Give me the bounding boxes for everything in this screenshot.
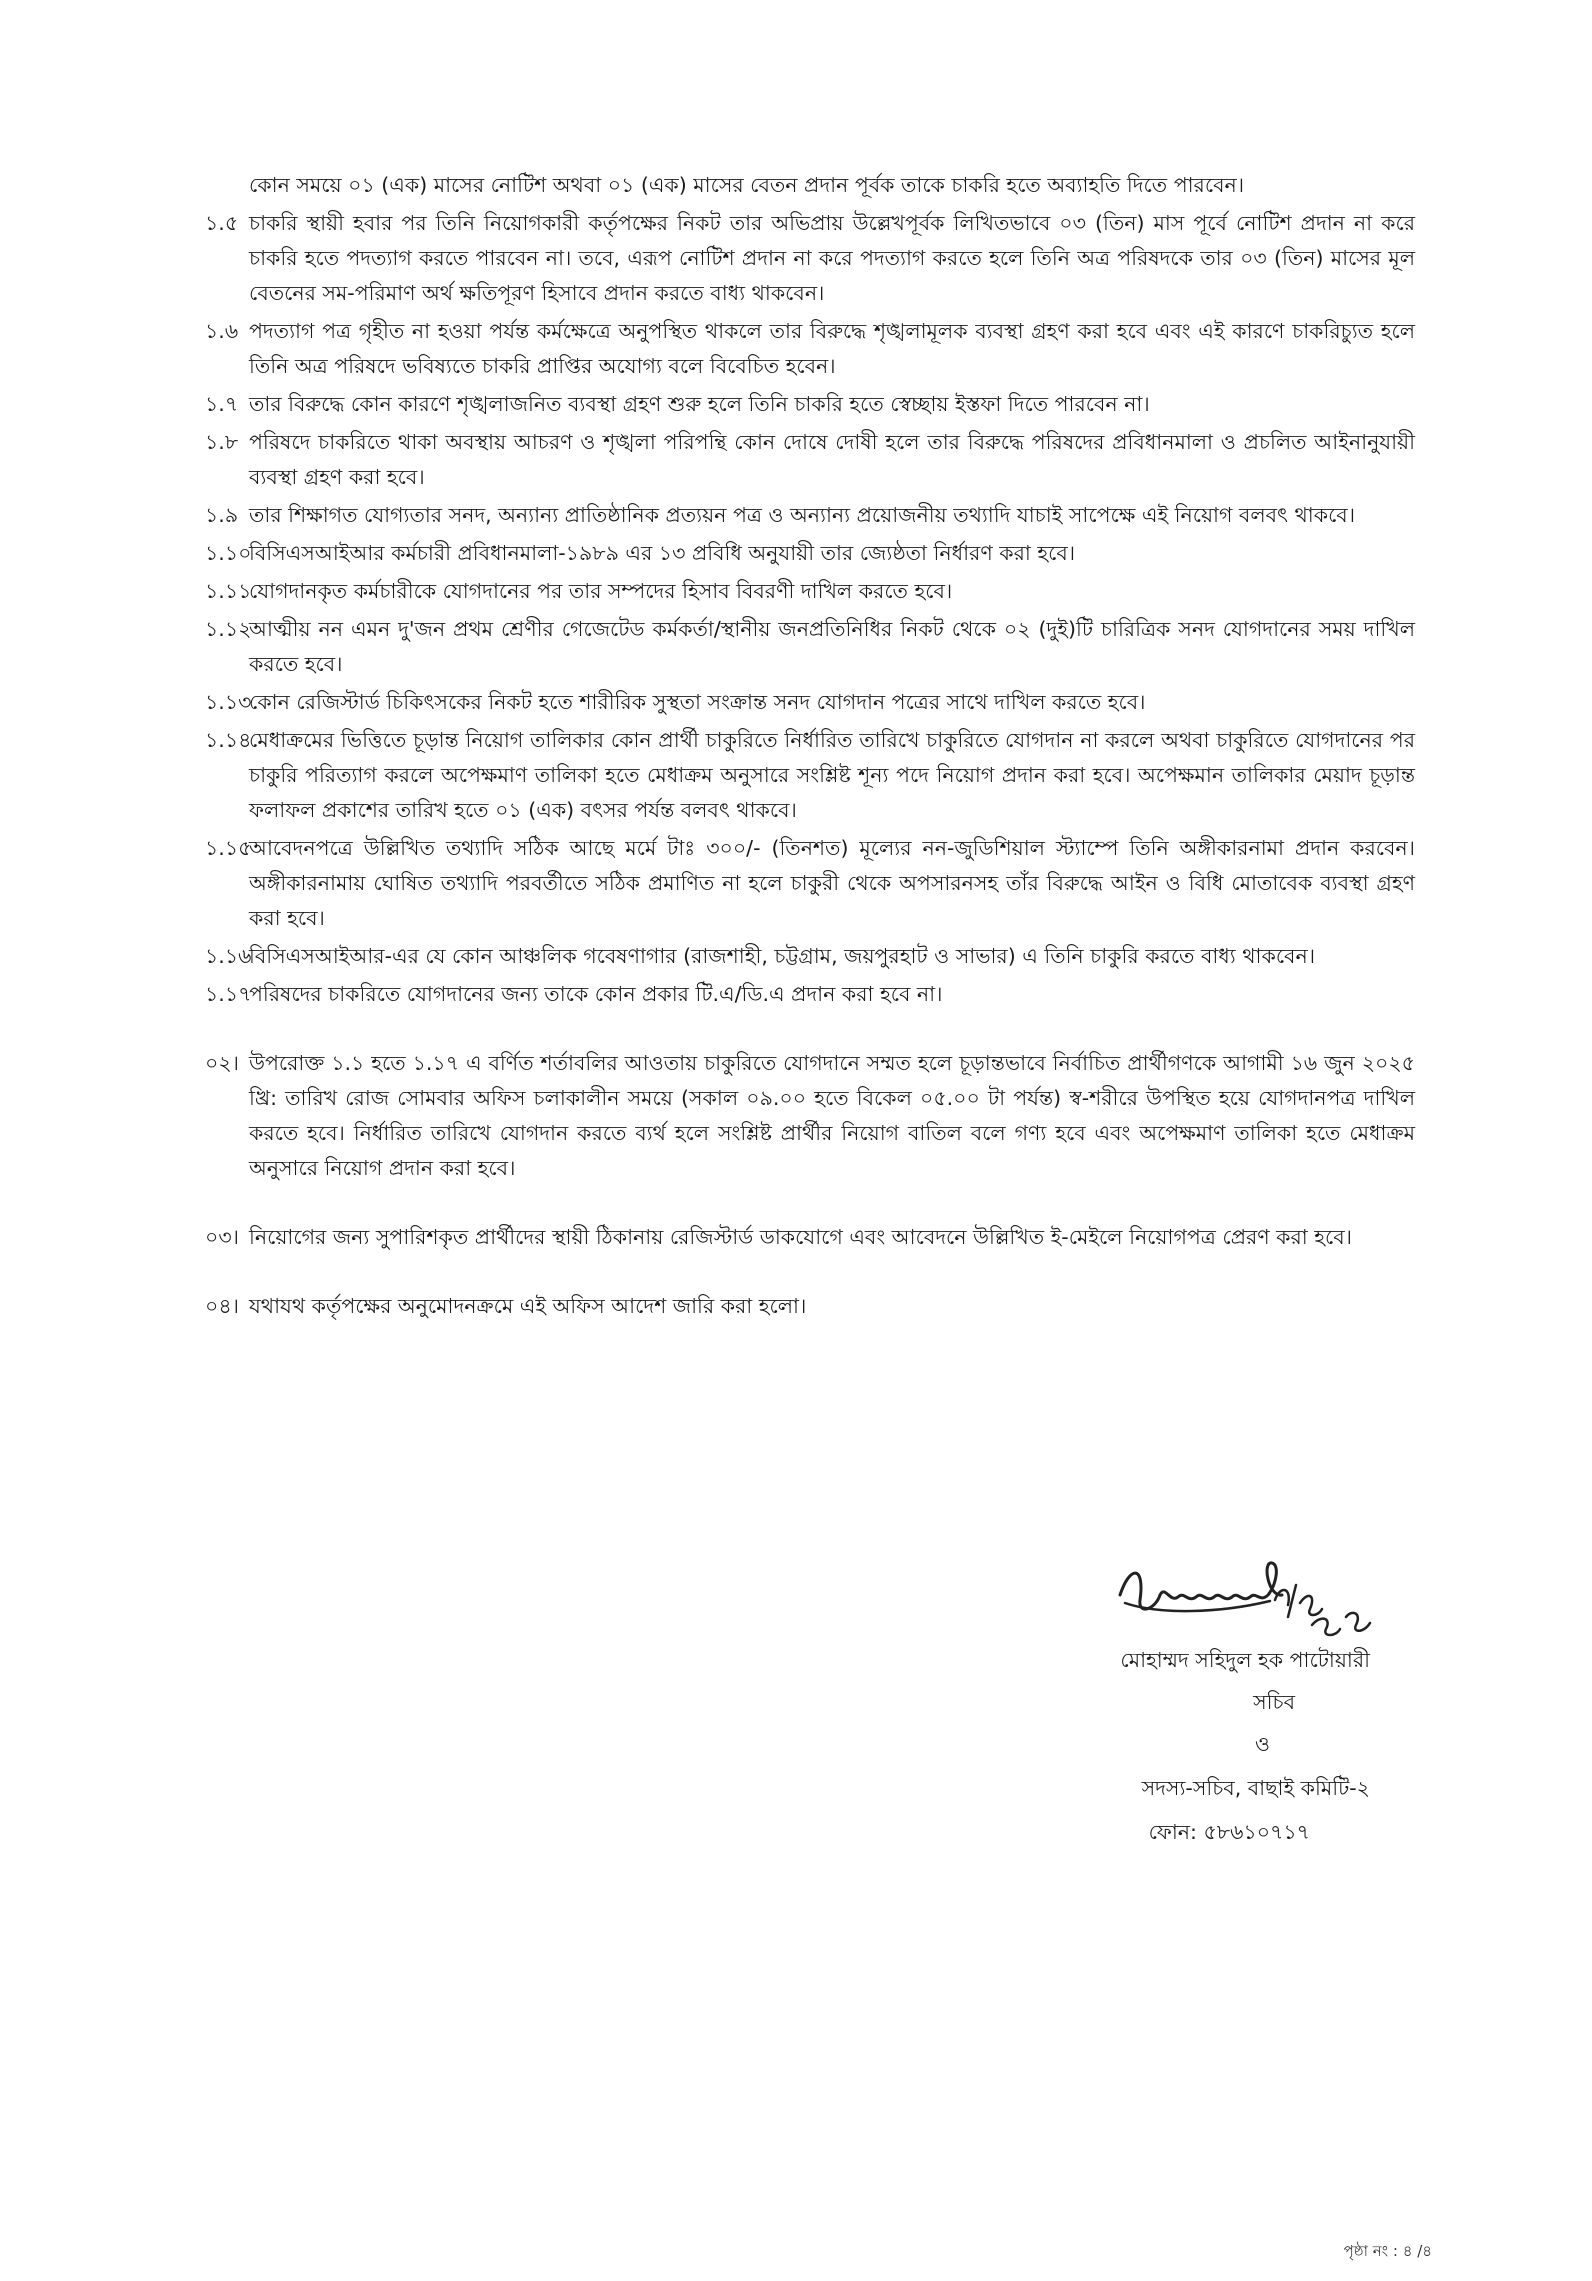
paragraph-text: যথাযথ কর্তৃপক্ষের অনুমোদনক্রমে এই অফিস আদেশ জারি করা হলো। [249,1294,807,1318]
signatory-conjunction: ও [1254,1732,1270,1756]
term-number: ১.৬ [205,319,239,343]
signatory-member-title: সদস্য-সচিব, বাছাই কমিটি-২ [1141,1776,1370,1800]
paragraph-text: নিয়োগের জন্য সুপারিশকৃত প্রার্থীদের স্থায়ী ঠিকানায় রেজিস্টার্ড ডাকযোগে এবং আবেদনে উল্লিখিত ই-মেইলে নিয়োগপত্র প্রেরণ করা হবে। [249,1225,1353,1249]
term-number: ১.৮ [205,430,239,454]
term-item [205,425,1415,495]
term-item [205,685,1415,720]
term-number: ১.৯ [205,503,239,527]
term-text: পরিষদে চাকরিতে থাকা অবস্থায় আচরণ ও শৃঙ্খলা পরিপন্থি কোন দোষে দোষী হলে তার বিরুদ্ধে পরিষদের প্রবিধানমালা ও প্রচলিত আইনানুযায়ী ব্যবস্থা গ্রহণ করা হবে। [249,430,1415,489]
term-item [205,498,1415,533]
terms-list [205,206,1415,1012]
term-item [205,977,1415,1012]
term-item [205,612,1415,682]
term-number: ১.১৭ [205,982,252,1006]
paragraph-02 [205,1046,1415,1186]
term-text: চাকরি স্থায়ী হবার পর তিনি নিয়োগকারী কর্তৃপক্ষের নিকট তার অভিপ্রায় উল্লেখপূর্বক লিখিতভাবে ০৩ (তিন) মাস পূর্বে নোটিশ প্রদান না করে চাকরি হতে পদত্যাগ করতে পারবেন না। তবে, এরূপ নোটিশ প্রদান না করে পদত্যাগ করতে হলে তিনি অত্র পরিষদকে তার ০৩ (তিন) মাসের মূল বেতনের সম-পরিমাণ অর্থ ক্ষতিপূরণ হিসাবে প্রদান করতে বাধ্য থাকবেন। [249,211,1415,305]
term-text: কোন রেজিস্টার্ড চিকিৎসকের নিকট হতে শারীরিক সুস্থতা সংক্রান্ত সনদ যোগদান পত্রের সাথে দাখিল করতে হবে। [249,690,1146,714]
term-number: ১.১১ [205,579,252,603]
term-number: ১.৫ [205,211,239,235]
signatory-name: মোহাম্মদ সহিদুল হক পাটোয়ারী [1120,1648,1370,1672]
signatory-phone: ফোন: ৫৮৬১০৭১৭ [1148,1820,1310,1844]
term-item [205,723,1415,828]
paragraph-number: ০২। [205,1051,239,1075]
term-text: মেধাক্রমের ভিত্তিতে চূড়ান্ত নিয়োগ তালিকার কোন প্রার্থী চাকুরিতে নির্ধারিত তারিখে চাকুরিতে যোগদান না করলে অথবা চাকুরিতে যোগদানের পর চাকুরি পরিত্যাগ করলে অপেক্ষমাণ তালিকা হতে মেধাক্রম অনুসারে সংশ্লিষ্ট শূন্য পদে নিয়োগ প্রদান করা হবে। অপেক্ষমান তালিকার মেয়াদ চূড়ান্ত ফলাফল প্রকাশের তারিখ হতে ০১ (এক) বৎসর পর্যন্ত বলবৎ থাকবে। [249,728,1415,822]
term-item [205,939,1415,974]
handwritten-signature [1100,1525,1390,1645]
term-item [205,536,1415,571]
term-text: আত্মীয় নন এমন দু'জন প্রথম শ্রেণীর গেজেটেড কর্মকর্তা/স্থানীয় জনপ্রতিনিধির নিকট থেকে ০২ (দুই)টি চারিত্রিক সনদ যোগদানের সময় দাখিল করতে হবে। [249,617,1415,676]
paragraph-number: ০৪। [205,1294,239,1318]
page-number: পৃষ্ঠা নং : ৪ /৪ [1343,2242,1432,2260]
term-item [205,314,1415,384]
term-item [205,206,1415,311]
term-number: ১.৭ [205,392,239,416]
term-text: তার শিক্ষাগত যোগ্যতার সনদ, অন্যান্য প্রাতিষ্ঠানিক প্রত্যয়ন পত্র ও অন্যান্য প্রয়োজনীয় তথ্যাদি যাচাই সাপেক্ষে এই নিয়োগ বলবৎ থাকবে। [249,503,1356,527]
paragraph-number: ০৩। [205,1225,239,1249]
term-number: ১.১২ [205,617,252,641]
term-text: পদত্যাগ পত্র গৃহীত না হওয়া পর্যন্ত কর্মক্ষেত্রে অনুপস্থিত থাকলে তার বিরুদ্ধে শৃঙ্খলামূলক ব্যবস্থা গ্রহণ করা হবে এবং এই কারণে চাকরিচ্যুত হলে তিনি অত্র পরিষদে ভবিষ্যতে চাকরি প্রাপ্তির অযোগ্য বলে বিবেচিত হবেন। [249,319,1415,378]
term-text: তার বিরুদ্ধে কোন কারণে শৃঙ্খলাজনিত ব্যবস্থা গ্রহণ শুরু হলে তিনি চাকরি হতে স্বেচ্ছায় ইস্তফা দিতে পারবেন না। [249,392,1150,416]
term-item [205,831,1415,936]
paragraph-03 [205,1220,1415,1255]
term-number: ১.১৫ [205,836,252,860]
term-text: পরিষদের চাকরিতে যোগদানের জন্য তাকে কোন প্রকার টি.এ/ডি.এ প্রদান করা হবে না। [249,982,943,1006]
term-number: ১.১৪ [205,728,252,752]
term-text: বিসিএসআইআর-এর যে কোন আঞ্চলিক গবেষণাগার (রাজশাহী, চট্টগ্রাম, জয়পুরহাট ও সাভার) এ তিনি চাকুরি করতে বাধ্য থাকবেন। [249,944,1316,968]
term-text: বিসিএসআইআর কর্মচারী প্রবিধানমালা-১৯৮৯ এর ১৩ প্রবিধি অনুযায়ী তার জ্যেষ্ঠতা নির্ধারণ করা হবে। [249,541,1076,565]
document-body [205,168,1415,1324]
term-number: ১.১৩ [205,690,252,714]
term-item [205,387,1415,422]
signatory-title: সচিব [1253,1690,1295,1714]
term-number: ১.১৬ [205,944,252,968]
paragraph-text: উপরোক্ত ১.১ হতে ১.১৭ এ বর্ণিত শর্তাবলির আওতায় চাকুরিতে যোগদানে সম্মত হলে চূড়ান্তভাবে নির্বাচিত প্রার্থীগণকে আগামী ১৬ জুন ২০২৫ খ্রি: তারিখ রোজ সোমবার অফিস চলাকালীন সময়ে (সকাল ০৯.০০ হতে বিকেল ০৫.০০ টা পর্যন্ত) স্ব-শরীরে উপস্থিত হয়ে যোগদানপত্র দাখিল করতে হবে। নির্ধারিত তারিখে যোগদান করতে ব্যর্থ হলে সংশ্লিষ্ট প্রার্থীর নিয়োগ বাতিল বলে গণ্য হবে এবং অপেক্ষমাণ তালিকা হতে মেধাক্রম অনুসারে নিয়োগ প্রদান করা হবে। [249,1051,1415,1180]
paragraph-04 [205,1289,1415,1324]
term-item [205,574,1415,609]
signature-block [940,1525,1410,1855]
continuation-text: কোন সময়ে ০১ (এক) মাসের নোটিশ অথবা ০১ (এক) মাসের বেতন প্রদান পূর্বক তাকে চাকরি হতে অব্যাহতি দিতে পারবেন। [249,173,1245,197]
term-text: যোগদানকৃত কর্মচারীকে যোগদানের পর তার সম্পদের হিসাব বিবরণী দাখিল করতে হবে। [249,579,953,603]
term-text: আবেদনপত্রে উল্লিখিত তথ্যাদি সঠিক আছে মর্মে টাঃ ৩০০/- (তিনশত) মূল্যের নন-জুডিশিয়াল স্ট্যাম্পে তিনি অঙ্গীকারনামা প্রদান করবেন। অঙ্গীকারনামায় ঘোষিত তথ্যাদি পরবর্তীতে সঠিক প্রমাণিত না হলে চাকুরী থেকে অপসারনসহ তাঁর বিরুদ্ধে আইন ও বিধি মোতাবেক ব্যবস্থা গ্রহণ করা হবে। [249,836,1415,930]
term-number: ১.১০ [205,541,252,565]
